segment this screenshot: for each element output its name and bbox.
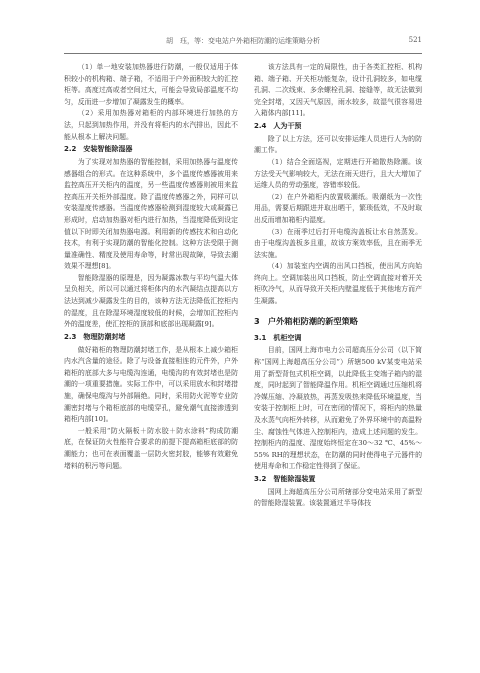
paragraph: 该方法具有一定的局限性，由于各类汇控柜、机构箱、端子箱、开关柜功能复杂，设计孔洞较多，如电缆孔洞、二次线束、多余螺栓孔洞、接缝等，故无法做到完全封堵，又因天气原因，雨水较多，故湿气很容易进入箱体内部[11]。 xyxy=(254,63,422,118)
header-rule xyxy=(64,53,422,54)
paragraph: （2）在户外箱柜内放置吸潮纸。吸潮纸为一次性用品，需要后期跟进并取出晒干，繁琐低效，不及时取出反而增加箱柜内湿度。 xyxy=(254,192,422,224)
paragraph: 一般采用“防火隔板＋防水胶＋防水涂料”构成防潮底，在保证防火性能符合要求的前提下提高箱柜底部的防潮能力；也可在表面覆盖一层防火密封胶，能够有效避免堵料的积污等问题。 xyxy=(64,426,238,470)
paragraph: （1）结合全面巡视，定期进行开箱散热除潮。该方法受天气影响较大，无法在雨天进行，且大大增加了运维人员的劳动强度，容错率较低。 xyxy=(254,157,422,190)
page-number: 521 xyxy=(408,36,422,44)
subsection-heading: 2.4 人为干预 xyxy=(254,121,302,130)
paragraph: 目前，国网上海市电力公司超高压分公司（以下简称“国网上海超高压分公司”）所辖500 kV某变电站采用了新型背包式机柜空调，以此降低主变端子箱内的湿度，同时起到了智能降温作用。机柜空调通过压缩机将冷媒压缩、冷凝放热，再蒸发吸热来降低环境温度，当安装于控制柜上时，可在密闭的情况下，将柜内的热量及水蒸气向柜外转移，从而避免了外界环境中的高温粉尘、腐蚀性气体进入控制柜内，造成上述问题的发生。控制柜内的温度、湿度始终恒定在30～32 ℃、45%～55% RH的理想状态，在防潮的同时使得电子元器件的使用寿命和工作稳定性得到了保证。 xyxy=(254,346,422,471)
section-heading: 3 户外箱柜防潮的新型策略 xyxy=(254,315,358,326)
paragraph: 为了实现对加热器的智能控制，采用加热器与温度传感器组合的形式。在这种系统中，多个温度传感器被用来监控高压开关柜内的温度，另一些温度传感器则被用来监控高压开关柜外部温度。除了温度传感器之外，同样可以安装湿度传感器。当温度传感器检测到湿度较大或凝露已形成时，启动加热器对柜内进行加热，当湿度降低到设定值以下时即关闭加热器电源。利用新的传感技术和自动化技术，有利于实现防潮的智能化控制。这种方法受限于测量准确性、精度及使用寿命等，时常出现故障，导致去潮效果不理想[8]。 xyxy=(64,157,238,271)
left-column xyxy=(64,62,238,472)
subsection-heading: 2.2 安装智能除湿器 xyxy=(64,145,133,154)
subsection-heading: 2.3 物理防潮封堵 xyxy=(64,332,126,341)
right-column xyxy=(254,62,422,510)
paragraph: 除了以上方法，还可以安排运维人员进行人为的防潮工作。 xyxy=(254,134,422,155)
subsection-heading: 3.2 智能除湿装置 xyxy=(254,475,316,483)
paragraph: 国网上海超高压分公司所辖部分变电站采用了新型的智能除湿装置。该装置通过半导体技 xyxy=(254,487,422,508)
page-header xyxy=(64,36,422,48)
paragraph: （3）在雨季过后打开电缆沟盖板让水自然蒸发。由于电缆沟盖板多且重，故该方案效率低，且在雨季无法实施。 xyxy=(254,227,422,259)
paragraph: （1）单一地安装加热器进行防潮，一般仅适用于体积较小的机构箱、端子箱，不适用于户外面积较大的汇控柜等。高度过高或者空间过大，可能会导致局部温度不均匀，反而进一步增加了凝露发生的概率。 xyxy=(64,63,238,106)
paragraph: 做好箱柜的物理防潮封堵工作，是从根本上减少箱柜内水汽含量的途径。除了与设备直接相连的元件外，户外箱柜的底部大多与电缆沟连通，电缆沟的有效封堵也是防潮的一项重要措施。实际工作中，可以采用放水和封堵措施，确保电缆沟与外部隔绝。同时，采用防火泥等专业防潮密封堵与个箱柜底部的电缆穿孔，避免潮气直接渗透到箱柜内部[10]。 xyxy=(64,345,238,424)
subsection-heading: 3.1 机柜空调 xyxy=(254,333,302,342)
running-title: 胡 珏，等：变电站户外箱柜防潮的运维策略分析 xyxy=(166,37,320,45)
paragraph: 智能除湿器的原理是，因为凝露冰数与平均气温大体呈负相关，所以可以通过将柜体内的水汽凝结点提高以方法达到减少凝露发生的目的，该种方法无法降低汇控柜内的湿度，且在除湿环境湿度较低的时候，会增加汇控柜内外的温度差，使汇控柜的顶部和底部出现凝露[9]。 xyxy=(64,273,238,329)
paragraph: （4）加装室内空调的出风口挡板，使出风方向始终向上。空调加装出风口挡板，防止空调直接对着开关柜吹冷气，从而导致开关柜内壁温度低于其他地方而产生凝露。 xyxy=(254,262,422,306)
paragraph: （2）采用加热器对箱柜的内部环境进行加热的方法，只起到加热作用，并没有将柜内的水汽排出，因此不能从根本上解决问题。 xyxy=(64,109,238,141)
